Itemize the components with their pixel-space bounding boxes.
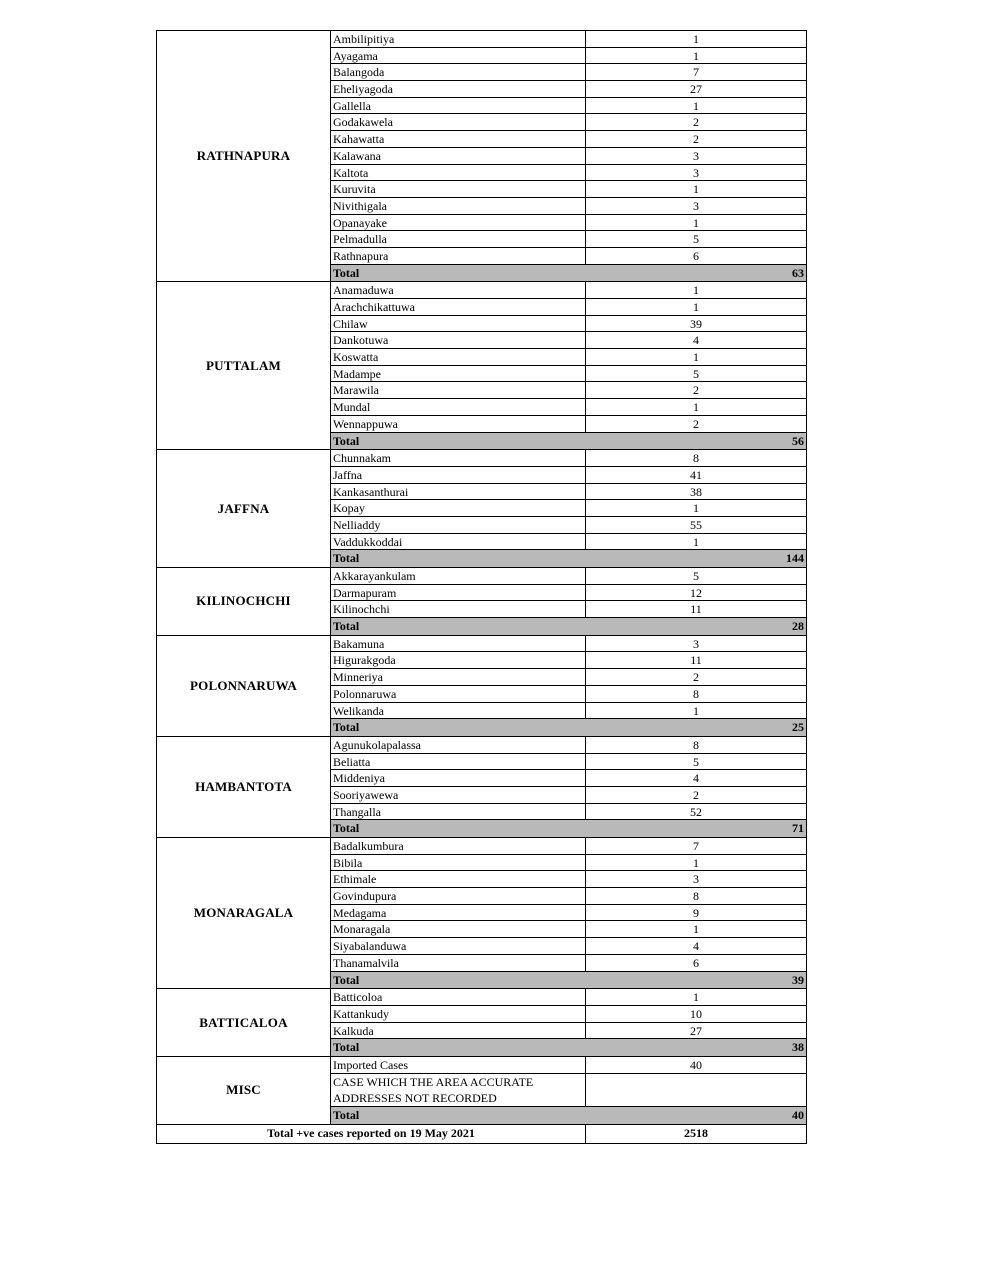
table-row	[331, 669, 806, 686]
table-row	[331, 1074, 806, 1107]
table-row	[331, 399, 806, 416]
table-row	[331, 349, 806, 366]
district-rows	[331, 282, 806, 449]
district-name: KILINOCHCHI	[157, 568, 331, 635]
total-value: 40	[792, 1108, 804, 1123]
table-row	[331, 534, 806, 551]
district-group	[157, 282, 806, 450]
area-name-cell: Kalkuda	[331, 1023, 586, 1039]
district-rows	[331, 838, 806, 988]
table-row	[331, 81, 806, 98]
area-name-cell: Gallella	[331, 98, 586, 114]
total-value: 25	[792, 720, 804, 735]
district-total-row	[331, 550, 806, 567]
table-row	[331, 48, 806, 65]
case-count-cell: 1	[693, 990, 699, 1005]
case-count-cell: 2	[693, 416, 699, 431]
case-count-cell: 10	[690, 1006, 702, 1021]
table-row	[331, 500, 806, 517]
area-name-cell: Sooriyawewa	[331, 787, 586, 803]
area-name-cell: Higurakgoda	[331, 652, 586, 668]
district-rows	[331, 568, 806, 635]
district-rows	[331, 737, 806, 837]
area-name-cell: Govindupura	[331, 888, 586, 904]
case-count-cell: 5	[693, 569, 699, 583]
case-count-cell: 1	[693, 48, 699, 63]
district-total-row	[331, 820, 806, 837]
table-row	[331, 905, 806, 922]
table-row	[331, 989, 806, 1006]
area-name-cell: CASE WHICH THE AREA ACCURATE ADDRESSES NOT RECORDED	[331, 1074, 586, 1106]
case-count-cell: 2	[693, 670, 699, 685]
area-name-cell: Dankotuwa	[331, 332, 586, 348]
area-name-cell: Nelliaddy	[331, 517, 586, 533]
case-count-cell: 1	[693, 501, 699, 516]
table-row	[331, 248, 806, 265]
table-row	[331, 467, 806, 484]
area-name-cell: Jaffna	[331, 467, 586, 483]
area-name-cell: Pelmadulla	[331, 231, 586, 247]
case-count-cell: 41	[690, 467, 702, 482]
district-name: BATTICALOA	[157, 989, 331, 1056]
table-row	[331, 888, 806, 905]
total-label: Total	[333, 619, 360, 634]
table-row	[331, 921, 806, 938]
table-row	[331, 1023, 806, 1040]
area-name-cell: Godakawela	[331, 114, 586, 130]
table-row	[331, 366, 806, 383]
area-name-cell: Kalawana	[331, 148, 586, 164]
area-name-cell: Darmapuram	[331, 585, 586, 601]
case-count-cell: 1	[693, 534, 699, 549]
area-name-cell: Polonnaruwa	[331, 686, 586, 702]
table-row	[331, 871, 806, 888]
area-name-cell: Nivithigala	[331, 198, 586, 214]
area-name-cell: Middeniya	[331, 770, 586, 786]
area-name-cell: Batticoloa	[331, 989, 586, 1005]
case-count-cell: 1	[693, 32, 699, 46]
area-name-cell: Agunukolapalassa	[331, 737, 586, 753]
district-group	[157, 838, 806, 989]
area-name-cell: Imported Cases	[331, 1057, 586, 1073]
table-row	[331, 855, 806, 872]
table-row	[331, 198, 806, 215]
district-total-row	[331, 719, 806, 736]
table-row	[331, 652, 806, 669]
area-name-cell: Arachchikattuwa	[331, 299, 586, 315]
area-name-cell: Kuruvita	[331, 181, 586, 197]
area-name-cell: Akkarayankulam	[331, 568, 586, 584]
area-name-cell: Welikanda	[331, 703, 586, 719]
area-name-cell: Bakamuna	[331, 636, 586, 652]
district-group	[157, 1057, 806, 1125]
case-count-cell: 1	[693, 703, 699, 718]
district-total-row	[331, 265, 806, 282]
total-value: 38	[792, 1040, 804, 1055]
table-row	[331, 131, 806, 148]
district-rows	[331, 450, 806, 567]
case-count-cell: 12	[690, 585, 702, 600]
table-row	[331, 703, 806, 720]
table-row	[331, 64, 806, 81]
area-name-cell: Kaltota	[331, 165, 586, 181]
case-count-cell: 52	[690, 804, 702, 819]
area-name-cell: Vaddukkoddai	[331, 534, 586, 550]
case-count-cell: 39	[690, 316, 702, 331]
table-row	[331, 316, 806, 333]
case-count-cell: 1	[693, 182, 699, 197]
case-count-cell: 5	[693, 754, 699, 769]
area-name-cell: Koswatta	[331, 349, 586, 365]
case-count-cell: 4	[693, 771, 699, 786]
table-row	[331, 231, 806, 248]
case-count-cell: 7	[693, 839, 699, 853]
table-row	[331, 450, 806, 467]
case-count-cell: 8	[693, 686, 699, 701]
table-row	[331, 416, 806, 433]
case-count-cell: 1	[693, 922, 699, 937]
area-name-cell: Beliatta	[331, 754, 586, 770]
case-count-cell: 1	[693, 215, 699, 230]
area-name-cell: Marawila	[331, 382, 586, 398]
area-name-cell: Thangalla	[331, 804, 586, 820]
grand-total-row	[157, 1125, 806, 1144]
district-total-row	[331, 1039, 806, 1056]
district-rows	[331, 1057, 806, 1124]
area-name-cell: Ambilipitiya	[331, 31, 586, 47]
district-group	[157, 31, 806, 282]
table-row	[331, 382, 806, 399]
district-group	[157, 450, 806, 568]
table-row	[331, 787, 806, 804]
district-name: MISC	[157, 1057, 331, 1124]
table-row	[331, 1057, 806, 1074]
table-row	[331, 737, 806, 754]
area-name-cell: Siyabalanduwa	[331, 938, 586, 954]
table-row	[331, 1006, 806, 1023]
case-count-cell: 8	[693, 737, 699, 752]
table-row	[331, 938, 806, 955]
table-row	[331, 181, 806, 198]
total-label: Total	[333, 1040, 360, 1055]
case-count-cell: 4	[693, 333, 699, 348]
case-count-cell: 3	[693, 198, 699, 213]
table-row	[331, 955, 806, 972]
table-row	[331, 601, 806, 618]
case-count-cell: 9	[693, 905, 699, 920]
district-name: JAFFNA	[157, 450, 331, 567]
area-name-cell: Monaragala	[331, 921, 586, 937]
area-name-cell: Kilinochchi	[331, 601, 586, 617]
case-count-cell: 2	[693, 115, 699, 130]
total-label: Total	[333, 720, 360, 735]
area-name-cell: Eheliyagoda	[331, 81, 586, 97]
case-count-cell: 11	[690, 602, 702, 617]
total-value: 144	[786, 551, 804, 566]
table-row	[331, 585, 806, 602]
district-name: MONARAGALA	[157, 838, 331, 988]
case-count-cell: 5	[693, 366, 699, 381]
table-row	[331, 332, 806, 349]
grand-total-label: Total +ve cases reported on 19 May 2021	[157, 1125, 586, 1143]
total-label: Total	[333, 433, 360, 448]
table-row	[331, 114, 806, 131]
district-group	[157, 568, 806, 636]
case-count-cell: 3	[693, 148, 699, 163]
case-count-cell: 38	[690, 484, 702, 499]
case-count-cell: 5	[693, 232, 699, 247]
table-row	[331, 165, 806, 182]
table-row	[331, 98, 806, 115]
case-count-cell: 27	[690, 1023, 702, 1038]
area-name-cell: Ethimale	[331, 871, 586, 887]
area-name-cell: Kattankudy	[331, 1006, 586, 1022]
table-row	[331, 568, 806, 585]
grand-total-value: 2518	[684, 1125, 708, 1140]
area-name-cell: Medagama	[331, 905, 586, 921]
area-name-cell: Thanamalvila	[331, 955, 586, 971]
district-name: PUTTALAM	[157, 282, 331, 449]
total-label: Total	[333, 1108, 360, 1123]
case-count-cell: 2	[693, 132, 699, 147]
area-name-cell: Badalkumbura	[331, 838, 586, 854]
table-row	[331, 804, 806, 821]
case-count-cell: 1	[693, 350, 699, 365]
case-count-cell: 3	[693, 636, 699, 651]
area-name-cell: Bibila	[331, 855, 586, 871]
table-row	[331, 148, 806, 165]
area-name-cell: Madampe	[331, 366, 586, 382]
case-count-cell: 27	[690, 82, 702, 97]
area-name-cell: Minneriya	[331, 669, 586, 685]
total-value: 63	[792, 265, 804, 280]
case-count-cell: 55	[690, 517, 702, 532]
area-name-cell: Opanayake	[331, 215, 586, 231]
district-rows	[331, 31, 806, 281]
area-name-cell: Mundal	[331, 399, 586, 415]
case-count-cell: 40	[690, 1057, 702, 1072]
case-count-cell: 1	[693, 400, 699, 415]
case-count-cell: 1	[693, 98, 699, 113]
area-name-cell: Kahawatta	[331, 131, 586, 147]
total-label: Total	[333, 972, 360, 987]
total-value: 39	[792, 972, 804, 987]
case-count-cell: 3	[693, 872, 699, 887]
case-count-cell: 11	[690, 653, 702, 668]
case-count-cell: 3	[693, 165, 699, 180]
district-total-row	[331, 618, 806, 635]
table-row	[331, 838, 806, 855]
district-cases-table	[156, 30, 807, 1144]
total-value: 71	[792, 821, 804, 836]
district-group	[157, 989, 806, 1057]
table-row	[331, 754, 806, 771]
case-count-cell: 2	[693, 383, 699, 398]
case-count-cell: 1	[693, 283, 699, 298]
table-row	[331, 484, 806, 501]
table-row	[331, 636, 806, 653]
district-group	[157, 636, 806, 737]
district-name: HAMBANTOTA	[157, 737, 331, 837]
area-name-cell: Kopay	[331, 500, 586, 516]
district-total-row	[331, 972, 806, 989]
district-total-row	[331, 433, 806, 450]
area-name-cell: Chunnakam	[331, 450, 586, 466]
area-name-cell: Chilaw	[331, 316, 586, 332]
case-count-cell: 8	[693, 889, 699, 904]
total-label: Total	[333, 551, 360, 566]
case-count-cell: 6	[693, 248, 699, 263]
district-total-row	[331, 1107, 806, 1124]
table-row	[331, 517, 806, 534]
case-count-cell: 4	[693, 939, 699, 954]
case-count-cell	[586, 1074, 806, 1106]
area-name-cell: Rathnapura	[331, 248, 586, 264]
case-count-cell: 8	[693, 451, 699, 466]
table-row	[331, 770, 806, 787]
district-rows	[331, 989, 806, 1056]
total-label: Total	[333, 265, 360, 280]
table-row	[331, 299, 806, 316]
total-value: 28	[792, 619, 804, 634]
table-row	[331, 282, 806, 299]
case-count-cell: 2	[693, 787, 699, 802]
area-name-cell: Balangoda	[331, 64, 586, 80]
district-group	[157, 737, 806, 838]
area-name-cell: Kankasanthurai	[331, 484, 586, 500]
table-row	[331, 215, 806, 232]
district-rows	[331, 636, 806, 736]
area-name-cell: Wennappuwa	[331, 416, 586, 432]
table-row	[331, 31, 806, 48]
area-name-cell: Ayagama	[331, 48, 586, 64]
district-name: POLONNARUWA	[157, 636, 331, 736]
table-row	[331, 686, 806, 703]
total-label: Total	[333, 821, 360, 836]
case-count-cell: 1	[693, 855, 699, 870]
case-count-cell: 1	[693, 300, 699, 314]
case-count-cell: 7	[693, 65, 699, 80]
area-name-cell: Anamaduwa	[331, 282, 586, 298]
district-name: RATHNAPURA	[157, 31, 331, 281]
total-value: 56	[792, 433, 804, 448]
case-count-cell: 6	[693, 955, 699, 970]
